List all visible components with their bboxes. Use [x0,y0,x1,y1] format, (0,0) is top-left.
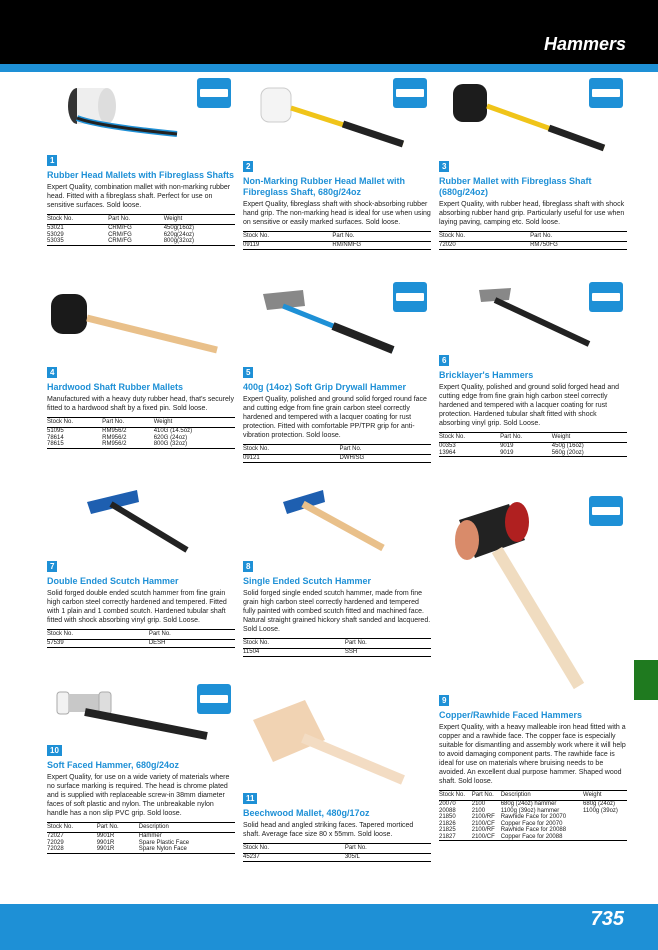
table-row: 45237 305/L [243,854,360,860]
product-2 [243,78,431,250]
spec-table [243,843,431,861]
table-row: 21826 2100/CF Copper Face for 20070 [439,820,563,827]
section-title: Hammers [543,34,626,54]
product-7 [47,484,235,648]
col-part: Part No. [472,791,501,801]
spec-table [47,214,235,245]
col-stock: Stock No. [47,418,102,428]
product-2-image [243,78,431,156]
col-part: Part No. [345,639,431,649]
product-description: Expert Quality, with a heavy malleable iron head fitted with a copper and a rawhide face. The copper face is especially suitable for dismantling and assembly work where it will help to avoid damaging component parts. The rawhide face is ideal for use on materials where bruising needs to be avoided. An excellent dual purpose hammer. Shaped wood shaft. Sold loose. [439,724,626,785]
product-number: 6 [439,355,449,366]
table-row: 09119 RM/NMFG [243,242,362,248]
table-row: 13964 9019 560g (20oz) [439,449,584,456]
product-description: Expert Quality, combination mallet with non-marking rubber head. Fitted with a fibreglass shaft. Perfect for use on sensitive surfaces. Sold loose. [47,184,231,209]
product-description: Solid forged double ended scutch hammer from fine grain high carbon steel correctly hardened and tempered. Fitted with 1 plain and 1 combed scutch. Hardened tubular shaft fitted with shock absorbing vinyl grip. Sold Loose. [47,590,227,624]
col-part: Part No. [108,215,164,225]
double-scutch-hammer-image [47,484,235,556]
spec-table [47,417,235,448]
col-weight: Weight [583,791,627,801]
product-11 [243,690,431,862]
product-3 [439,78,627,250]
product-number: 5 [243,367,253,378]
spec-table [243,638,431,656]
draper-logo [589,496,623,526]
col-part: Part No. [500,433,552,443]
product-5 [243,282,431,463]
table-row: 51095 RM956/2 410G (14.5oz) [47,428,193,434]
product-number: 2 [243,161,253,172]
col-stock: Stock No. [439,232,530,242]
page-number: 735 [590,908,624,930]
col-part: Part No. [97,823,139,833]
table-row: 09121 DWH/SG [243,455,365,461]
product-title: 400g (14oz) Soft Grip Drywall Hammer [243,382,407,392]
draper-logo [197,684,231,714]
product-5-image [243,282,431,362]
product-6 [439,282,627,457]
col-stock: Stock No. [243,844,345,854]
col-part: Part No. [102,418,154,428]
hardwood-mallet-image [47,288,235,362]
col-stock: Stock No. [47,215,108,225]
product-number: 3 [439,161,449,172]
product-title: Copper/Rawhide Faced Hammers [439,710,583,720]
product-6-image [439,282,627,350]
product-number: 11 [243,793,257,804]
product-title: Soft Faced Hammer, 680g/24oz [47,760,180,770]
product-8 [243,484,431,657]
table-row: 72027 9901R Hammer [47,833,162,839]
product-number: 10 [47,745,62,756]
col-part: Part No. [339,445,431,455]
product-1 [47,78,235,246]
product-number: 8 [243,561,253,572]
product-number: 9 [439,695,449,706]
table-row: 57539 DESH [47,640,166,646]
product-4-image [47,288,235,362]
col-part: Part No. [530,232,627,242]
product-description: Expert Quality, fibreglass shaft with shock-absorbing rubber hand grip. The non-marking head is ideal for use when using on sensitive or easily marked surfaces. Sold loose. [243,201,431,226]
table-row: 21827 2100/CF Copper Face for 20088 [439,833,563,840]
footer-bar [0,904,658,950]
product-title: Beechwood Mallet, 480g/17oz [243,808,370,818]
product-description: Manufactured with a heavy duty rubber head, that's securely fitted to a hardwood shaft by a fixed pin. Sold loose. [47,396,234,412]
section-tab [634,660,658,700]
table-row: 53021 CRM/FG 450g(16oz) [47,225,195,231]
product-description: Expert Quality, polished and ground solid forged head and cutting edge from fine grain high carbon steel correctly hardened and tempered with a lacquer coating for rust protection. Hardened tubular shaft fitted with shock absorbing vinyl grip. Sold Loose. [439,384,620,427]
table-row: 21825 2100/RF Rawhide Face for 20088 [439,827,567,833]
product-10-image [47,680,235,740]
header-stripe [0,64,658,72]
product-title: Rubber Mallet with Fibreglass Shaft (680g/24oz) [439,176,592,197]
product-title: Hardwood Shaft Rubber Mallets [47,382,184,392]
product-title: Bricklayer's Hammers [439,370,534,380]
spec-table [47,822,235,853]
col-weight: Weight [164,215,235,225]
product-9-image [439,490,627,690]
product-description: Expert Quality, polished and ground solid forged round face and cutting edge from fine grain carbon steel correctly hardened and tempered with a lacquer coating for rust protection. Fitted with comfortable PP/TPR grip for anti-vibration protection. Sold loose. [243,396,427,439]
table-row: 53029 CRM/FG 620g(24oz) [47,231,195,238]
col-stock: Stock No. [47,630,149,640]
product-number: 4 [47,367,57,378]
col-description: Description [139,823,235,833]
col-stock: Stock No. [47,823,97,833]
product-description: Solid forged single ended scutch hammer, made from fine grain high carbon steel correctly hardened and tempered fully painted with combed scutch fitted and machined face. Natural straight grained hickory shaft sanded and lacquered. Sold Loose. [243,590,431,633]
table-row: 20070 2100 680g (24oz) hammer 680g (24oz) [439,801,616,807]
table-row: 72028 9901R Spare Nylon Face [47,846,187,852]
product-description: Solid head and angled striking faces. Tapered morticed shaft. Average face size 80 x 55mm. Sold loose. [243,822,414,838]
product-description: Expert Quality, for use on a wide variety of materials where no surface marking is required. The head is chrome plated and is supplied with replaceable screw-in 38mm diameter faces of soft plastic and nylon. The unbreakable nylon handle has a non slip PVC grip. Sold loose. [47,774,230,817]
spec-table [47,629,235,647]
table-row: 11504 SSH [243,649,358,655]
product-3-image [439,78,627,156]
draper-logo [393,78,427,108]
product-description: Expert Quality, with rubber head, fibreglass shaft with shock absorbing rubber hand grip. Particularly useful for use when laying paving, camping etc. Sold loose. [439,201,625,226]
table-row: 20088 2100 1100g (39oz) hammer 1100g (39oz) [439,807,618,814]
product-11-image [243,690,431,788]
table-row: 72020 RM750FG [439,242,558,248]
draper-logo [197,78,231,108]
table-row: 78614 RM956/2 620G (24oz) [47,434,188,441]
spec-table [243,444,431,462]
product-title: Single Ended Scutch Hammer [243,576,372,586]
product-title: Double Ended Scutch Hammer [47,576,179,586]
draper-logo [393,282,427,312]
col-description: Description [501,791,583,801]
col-stock: Stock No. [243,639,345,649]
single-scutch-hammer-image [243,484,431,556]
draper-logo [589,282,623,312]
col-part: Part No. [332,232,431,242]
product-4 [47,288,235,449]
product-number: 7 [47,561,57,572]
spec-table [439,790,627,840]
product-9 [439,490,627,841]
product-number: 1 [47,155,57,166]
table-row: 00353 9019 450g (16oz) [439,443,584,449]
spec-table [243,231,431,249]
draper-logo [589,78,623,108]
spec-table [439,432,627,456]
col-stock: Stock No. [439,433,500,443]
col-weight: Weight [552,433,627,443]
product-title: Non-Marking Rubber Head Mallet with Fibreglass Shaft, 680g/24oz [243,176,406,197]
spec-table [439,231,627,249]
col-part: Part No. [345,844,431,854]
col-weight: Weight [154,418,235,428]
beechwood-mallet-image [243,690,431,788]
col-stock: Stock No. [439,791,472,801]
product-1-image [47,78,235,150]
product-10 [47,680,235,854]
table-row: 21850 2100/RF Rawhide Face for 20070 [439,814,567,820]
table-row: 53035 CRM/FG 800g(32oz) [47,238,195,244]
table-row: 78615 RM956/2 800G (32oz) [47,441,188,447]
col-stock: Stock No. [243,445,339,455]
col-stock: Stock No. [243,232,332,242]
col-part: Part No. [149,630,235,640]
product-8-image [243,484,431,556]
product-title: Rubber Head Mallets with Fibreglass Shafts [47,170,235,180]
table-row: 72029 9901R Spare Plastic Face [47,839,190,846]
product-7-image [47,484,235,556]
